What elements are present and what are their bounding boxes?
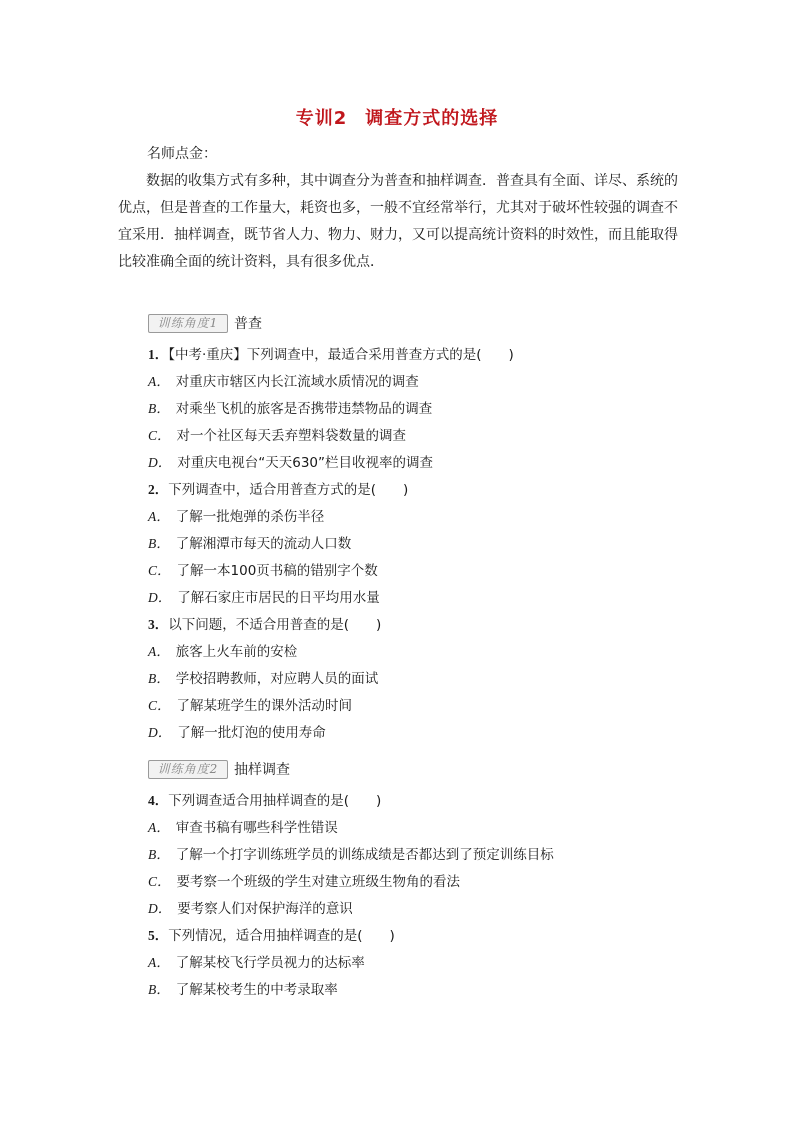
option-text: 旅客上火车前的安检 [175,644,298,660]
question-number: 3． [148,617,169,632]
option-text: 审查书稿有哪些科学性错误 [175,820,338,836]
option [148,692,352,719]
option [148,530,351,557]
option [148,976,338,1003]
option-text: 学校招聘教师，对应聘人员的面试 [175,671,379,687]
section-title: 抽样调查 [234,762,290,778]
option-label: B． [148,671,170,686]
option-label: D． [148,901,172,916]
option-label: A． [148,644,170,659]
option [148,368,419,395]
option [148,557,378,584]
option [148,895,353,922]
question [148,341,514,368]
option [148,841,554,868]
option-label: D． [148,590,172,605]
section-header [148,758,290,780]
option [148,814,338,841]
section-badge: 训练角度1 [148,314,228,333]
option-label: D． [148,725,172,740]
question-number: 5． [148,928,169,943]
option-label: B． [148,847,170,862]
option-text: 对重庆市辖区内长江流域水质情况的调查 [175,374,419,390]
question [148,476,408,503]
option-text: 了解一本100页书稿的错别字个数 [176,563,378,579]
intro-paragraph: 数据的收集方式有多种，其中调查分为普查和抽样调查．普查具有全面、详尽、系统的优点，但是普查的工作量大，耗资也多，一般不宜经常举行，尤其对于破坏性较强的调查不宜采用．抽样调查，既节省人力、物力、财力，又可以提高统计资料的时效性，而且能取得比较准确全面的统计资料，具有很多优点． [118,173,678,270]
option-label: C． [148,698,171,713]
option [148,449,433,476]
option-label: C． [148,874,171,889]
option [148,719,326,746]
option-text: 了解一批炮弹的杀伤半径 [175,509,325,525]
option-text: 了解某校飞行学员视力的达标率 [175,955,365,971]
option-label: A． [148,955,170,970]
option-text: 要考察一个班级的学生对建立班级生物角的看法 [176,874,461,890]
option-label: A． [148,509,170,524]
option [148,395,432,422]
option-text: 了解一个打字训练班学员的训练成绩是否都达到了预定训练目标 [175,847,554,863]
option-text: 对重庆电视台“天天630”栏目收视率的调查 [177,455,434,471]
question-text: 以下问题，不适合用普查的是( ) [168,617,382,633]
question-number: 1． [148,347,169,362]
option [148,949,365,976]
question [148,922,395,949]
question-text: 【中考·重庆】下列调查中，最适合采用普查方式的是( ) [168,347,514,363]
question [148,787,381,814]
section-header [148,312,262,334]
option-text: 了解某校考生的中考录取率 [175,982,338,998]
option-label: B． [148,401,170,416]
option-text: 了解某班学生的课外活动时间 [176,698,353,714]
option [148,584,380,611]
option-label: A． [148,374,170,389]
option-text: 对一个社区每天丢弃塑料袋数量的调查 [176,428,407,444]
option-label: C． [148,563,171,578]
option-label: C． [148,428,171,443]
question-number: 4． [148,793,169,808]
option [148,638,297,665]
question-text: 下列情况，适合用抽样调查的是( ) [168,928,395,944]
question-number: 2． [148,482,169,497]
option [148,665,378,692]
title-part2: 调查方式的选择 [365,108,499,129]
option-text: 了解一批灯泡的使用寿命 [177,725,326,741]
question-text: 下列调查适合用抽样调查的是( ) [168,793,382,809]
option-label: D． [148,455,172,470]
section-badge: 训练角度2 [148,760,228,779]
tip-label: 名师点金： [147,146,217,162]
option-label: A． [148,820,170,835]
option-text: 了解石家庄市居民的日平均用水量 [177,590,380,606]
page-title [0,104,794,130]
option-text: 要考察人们对保护海洋的意识 [177,901,353,917]
option-text: 对乘坐飞机的旅客是否携带违禁物品的调查 [175,401,433,417]
question [148,611,381,638]
question-text: 下列调查中，适合用普查方式的是( ) [168,482,409,498]
title-part1: 专训2 [295,108,348,129]
option-label: B． [148,536,170,551]
option-label: B． [148,982,170,997]
option [148,868,460,895]
option-text: 了解湘潭市每天的流动人口数 [175,536,352,552]
option [148,503,324,530]
option [148,422,406,449]
section-title: 普查 [234,316,262,332]
